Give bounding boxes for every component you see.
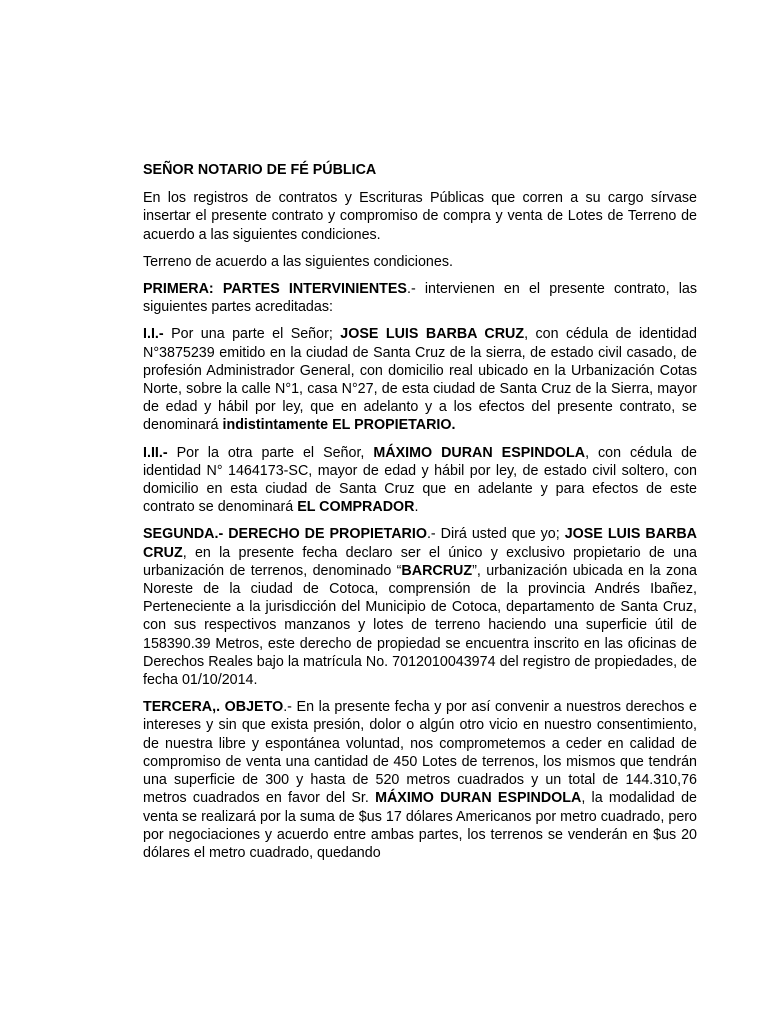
- document-body: [143, 161, 697, 871]
- clause-segunda: [143, 525, 697, 689]
- owner-name: JOSE LUIS BARBA CRUZ: [340, 326, 525, 343]
- clause-tercera-text-2: , la modalidad de venta se realizará por la suma de $us 17 dólares Americanos por metro cuadrado, pero por negociaciones y acuerdo entre ambas partes, los terrenos se venderán en $us 20 dólares el metro cuadrado, quedando: [143, 790, 697, 861]
- clause-tercera-text-1: .- En la presente fecha y por así convenir a nuestros derechos e intereses y sin que exista presión, dolor o algún otro vicio en nuestro consentimiento, de nuestra libre y espontánea voluntad, nos comprometemos a ceder en calidad de compromiso de venta una cantidad de 450 Lotes de terrenos, los mismos que tendrán una superficie de 300 y hasta de 520 metros cuadrados y un total de 144.310,76 metros cuadrados en favor del Sr.: [143, 699, 697, 807]
- clause-primera-heading: PRIMERA: PARTES INTERVINIENTES: [143, 281, 407, 298]
- urbanization-name: BARCRUZ: [401, 562, 473, 579]
- clause-segunda-text-3: ”, urbanización ubicada en la zona Noreste de la ciudad de Cotoca, comprensión de la provincia Andrés Ibañez, Perteneciente a la jurisdicción del Municipio de Cotoca, departamento de Santa Cruz, con sus respectivos manzanos y lotes de terreno haciendo una superficie útil de 158390.39 Metros, este derecho de propiedad se encuentra inscrito en las oficinas de Derechos Reales bajo la matrícula No. 7012010043974 del registro de propiedades, de fecha 01/10/2014.: [143, 562, 697, 689]
- clause-i-ii-text-3: .: [414, 499, 419, 516]
- buyer-role: EL COMPRADOR: [297, 499, 415, 516]
- clause-segunda-text-1: .- Dirá usted que yo;: [426, 526, 565, 543]
- clause-i-ii-text-2: , con cédula de identidad N° 1464173-SC, mayor de edad y hábil por ley, de estado civil soltero, con domicilio en esta ciudad de Santa Cruz que en adelante y para efectos de este contrato se denominará: [143, 444, 697, 516]
- clause-tercera: [143, 698, 697, 862]
- clause-i-i: [143, 325, 697, 434]
- owner-role: indistintamente EL PROPIETARIO.: [222, 417, 456, 434]
- clause-i-i-text-2: , con cédula de identidad N°3875239 emitido en la ciudad de Santa Cruz de la sierra, de estado civil casado, de profesión Administrador General, con domicilio real ubicado en la Urbanización Cotas Norte, sobre la calle N°1, casa N°27, de esta ciudad de Santa Cruz de la Sierra, mayor de edad y hábil por ley, que en adelanto y a los efectos del presente contrato, se denominará: [143, 326, 697, 434]
- document-title: SEÑOR NOTARIO DE FÉ PÚBLICA: [143, 162, 377, 178]
- clause-i-ii: [143, 444, 697, 517]
- clause-primera-text: .- intervienen en el presente contrato, las siguientes partes acreditadas:: [143, 281, 697, 316]
- clause-tercera-heading: TERCERA,. OBJETO: [143, 699, 284, 716]
- clause-tercera-buyer-name: MÁXIMO DURAN ESPINDOLA: [375, 790, 582, 807]
- buyer-name: MÁXIMO DURAN ESPINDOLA: [373, 444, 586, 461]
- intro-paragraph: En los registros de contratos y Escrituras Públicas que corren a su cargo sírvase insertar el presente contrato y compromiso de compra y venta de Lotes de Terreno de acuerdo a las siguientes condiciones.: [143, 190, 697, 243]
- clause-primera: [143, 280, 697, 316]
- clause-i-ii-label: I.II.-: [143, 444, 168, 461]
- repeated-paragraph: Terreno de acuerdo a las siguientes condiciones.: [143, 253, 453, 270]
- clause-i-i-text-1: Por una parte el Señor;: [163, 326, 341, 343]
- clause-segunda-heading: SEGUNDA.- DERECHO DE PROPIETARIO: [143, 526, 427, 543]
- clause-segunda-owner-name: JOSE LUIS BARBA CRUZ: [143, 526, 697, 561]
- clause-i-ii-text-1: Por la otra parte el Señor,: [167, 444, 374, 461]
- clause-i-i-label: I.I.-: [143, 326, 164, 343]
- clause-segunda-text-2: , en la presente fecha declaro ser el único y exclusivo propietario de una urbanización de terrenos, denominado “: [143, 544, 697, 579]
